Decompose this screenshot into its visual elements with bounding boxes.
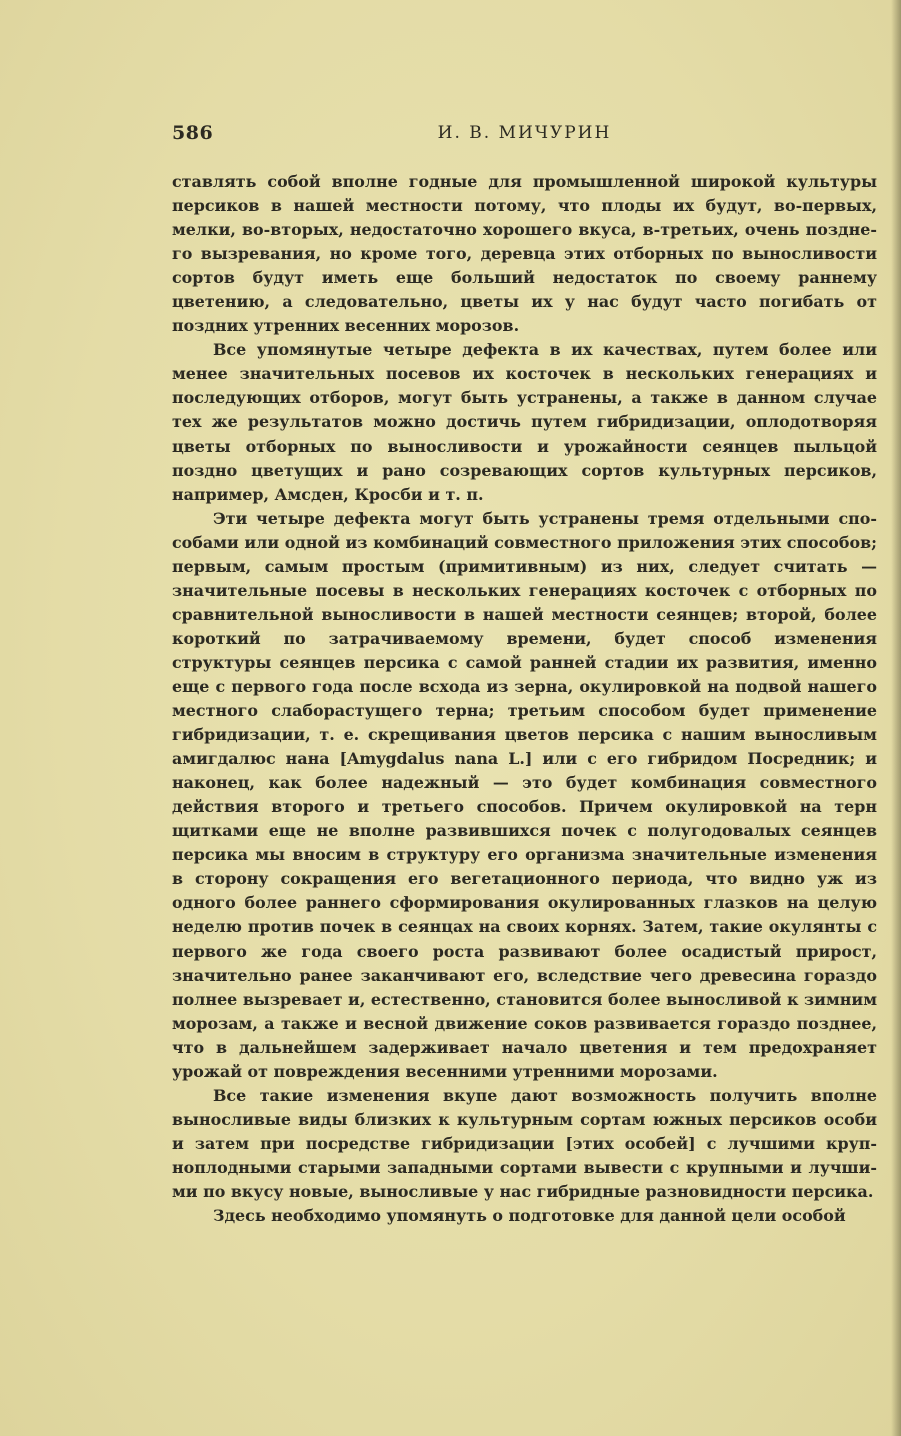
paragraph-continued: ставлять собой вполне годные для промышленной широкой культуры персиков в нашей местности потому, что плоды их будут, во-первых, мелки, во-вторых, недостаточно хорошего вкуса, в-третьих, очень позднего вызревания, но кроме того, деревца этих отборных по выносливости сортов будут иметь еще больший недостаток по своему раннему цветению, а следовательно, цветы их у нас будут часто погибать от поздних утренних весенних морозов. <box>172 172 877 336</box>
paragraph: Все упомянутые четыре дефекта в их качествах, путем более или менее значительных посевов их косточек в нескольких генерациях и последующих отборов, могут быть устранены, а также в данном случае тех же результатов можно достичь путем гибридизации, оплодотворяя цветы отборных по выносливости и урожайности сеянцев пыльцой поздно цветущих и рано созревающих сортов культурных персиков, например, Амсден, Кросби и т. п. <box>172 340 877 504</box>
page-number: 586 <box>172 122 214 144</box>
paragraph: Все такие изменения вкупе дают возможность получить вполне выносливые виды близких к культурным сортам южных персиков особи и затем при посредстве гибридизации [этих особей] с лучшими крупноплодными старыми западными сортами вывести с крупными и лучшими по вкусу новые, выносливые у нас гибридные разновидности персика. <box>172 1085 877 1201</box>
paragraph: Здесь необходимо упомянуть о подготовке для данной цели особой <box>213 1206 846 1226</box>
page-header <box>172 120 877 150</box>
paragraph: Эти четыре дефекта могут быть устранены тремя отдельными способами или одной из комбинаций совместного приложения этих способов; первым, самым простым (примитивным) из них, следует считать — значительные посевы в нескольких генерациях косточек с отборных по сравнительной выносливости в нашей местности сеянцев; второй, более короткий по затрачиваемому времени, будет способ изменения структуры сеянцев персика с самой ранней стадии их развития, именно еще с первого года после всхода из зерна, окулировкой на подвой нашего местного слаборастущего терна; третьим способом будет применение гибридизации, т. е. скрещивания цветов персика с нашим выносливым амигдалюс нана [Amygdalus nana L.] или с его гибридом Посредник; и наконец, как более надежный — это будет комбинация совместного действия второго и третьего способов. Причем окулировкой на терн щитками еще не вполне развившихся почек с полугодовалых сеянцев персика мы вносим в структуру его организма значительные изменения в сторону сокращения его вегетационного периода, что видно уж из одного более раннего сформирования окулированных глазков на целую неделю против почек в сеянцах на своих корнях. Затем, такие окулянты с первого же года своего роста развивают более осадистый прирост, значительно ранее заканчивают его, вследствие чего древесина гораздо полнее вызревает и, естественно, становится более выносливой к зимним морозам, а также и весной движение соков развивается гораздо позднее, что в дальнейшем задерживает начало цветения и тем предохраняет урожай от повреждения весенними утренними морозами. <box>172 508 877 1081</box>
page-edge-shadow <box>891 0 901 1436</box>
running-head-author: И. В. МИЧУРИН <box>437 123 612 143</box>
body-text <box>172 170 877 1228</box>
